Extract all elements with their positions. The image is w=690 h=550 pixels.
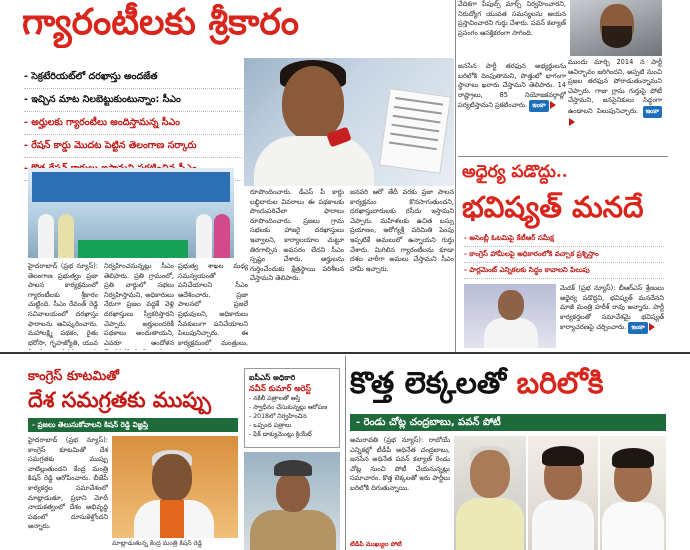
harish-rao-photo [464,284,556,348]
brs-article-text: మెదక్ (ప్రభ న్యూస్): బీఆర్ఎస్ శ్రేణులు అధైర్య పడొద్దని, భవిష్యత్ మనదేనని మాజీ మంత్రి హరీశ్ రావు అన్నారు. పార్టీ కార్యకర్తలతో సమావేశమై భవిష్యత్ కార్యాచరణపై చర్చించారు. ఇంకా [560,284,664,350]
ips-point: - స్వాధీనం చేసుకున్నట్లు ఆరోపణ [249,403,335,412]
pawan-article-text: ముందు మార్చి 2014 న పార్టీ ఆవిర్భావం జరిగిందని, అప్పటి నుంచి ప్రజల తరఫున పోరాడుతున్నామని చెప్పారు. గాజు గ్లాసు గుర్తుపై పోటీ చేస్తామని, జనసైనికులు సిద్ధంగా ఉండాలని పిలుపునిచ్చారు. ఇంకా [568,58,662,154]
ips-point: - ఫేక్ డాక్యుమెంట్లు క్రియేట్ [249,430,335,439]
lead-article-column: నిర్వహించనున్నట్లు సీఎం తెలిపారు. ప్రతి గ్రామంలో, ప్రతి వార్డులో సభలు నిర్వహిస్తామని, అధికారులు నేరుగా ప్రజల వద్దకే వెళ్లి దరఖాస్తులు స్వీకరిస్తారని చెప్పారు. అర్హులందరికీ పథకాలు అందుతాయని, ఎవరూ ఆందోళన [104,262,174,347]
lead-bullet: - ఇచ్చిన మాట నిలబెట్టుకుంటున్నాం: సీఎం [24,89,242,112]
column-divider [455,0,456,352]
alliance-headline [350,362,670,406]
congress-subheadline: - ప్రజలు తెలుసుకోవాలని కిషన్ రెడ్డి విజ్ఞప్తి [28,418,238,432]
alliance-article-text: అమరావతి (ప్రభ న్యూస్): రాబోయే ఎన్నికల్లో టీడీపీ అధినేత చంద్రబాబు, జనసేన అధినేత పవన్ కల్యాణ్ రెండు చోట్ల నుంచి పోటీ చేయనున్నట్లు సమాచారం. కొత్త లెక్కలతో ఇరు పార్టీలు బరిలోకి దిగుతున్నాయి. [350,436,450,492]
lead-article-column: హైదరాబాద్ (ప్రభ న్యూస్): తెలంగాణ ప్రభుత్వం ప్రజా పాలన కార్యక్రమంలో గ్యారంటీలకు శ్రీకారం చుట్టింది. సీఎం రేవంత్ రెడ్డి సచివాలయంలో దరఖాస్తు ఫారాలను ఆవిష్కరించారు. మహాలక్ష్మి పథకం, రైతు భరోసా, గృహజ్యోతి, యువ [28,262,98,347]
alliance-headline-black: కొత్త లెక్కలతో [350,366,507,401]
ips-news-box [244,368,340,448]
brs-bullet: - కాంగ్రెస్ హామీలపై అధికారంలోకి వచ్చాక ప్రశ్నిస్తాం [464,247,664,263]
lokesh-photo [600,436,666,550]
more-link[interactable]: ఇంకా [643,106,662,118]
alliance-strip: టీడీపీ ముఖ్యుల పోటీ [350,541,402,548]
ips-point: - నకిలీ పత్రాలతో ఆస్తి [249,394,335,403]
pawan-kalyan-photo [570,0,662,56]
brs-kicker-headline: అధైర్య పడొద్దు.. [462,162,568,182]
pawan-article-text: వేదికగా పీపుల్స్ మార్చ్ నిర్వహించారని, నిరుద్యోగ యువత సమస్యలను ఆయన ప్రస్తావించారని గుర్తు చేశారు. పవన్ కల్యాణ్ ప్రసంగం ఆసక్తికరంగా సాగింది. [458,0,566,37]
congress-kicker-headline: కాంగ్రెస్ కూటమితో [28,369,119,384]
ips-headline: నవీన్ కుమార్ అరెస్ట్ [249,384,311,393]
ips-point: - ఒప్పంద పత్రాలు [249,421,335,430]
brs-bullet: - అసెంబ్లీ ఓటమిపై కేటీఆర్ సమీక్ష [464,231,664,247]
lead-article-column: ప్రభుత్వ శాఖల మధ్య సమన్వయంతో పనిచేయాలని సీఎం ఆదేశించారు. ప్రజా పాలనలో ప్రజలే ప్రభువులని, అధికారులు సేవకులుగా పనిచేయాలని పిలుపునిచ్చారు. ఈ కార్యక్రమంలో మంత్రులు, [178,262,248,347]
section-divider [458,156,668,157]
lead-bullet: - సెక్రటేరియట్‌లో దరఖాస్తు అందజేత [24,66,242,89]
more-link[interactable]: ఇంకా [529,100,548,112]
lead-bullet-list [24,66,242,181]
column-divider [345,356,346,550]
congress-article-text: హైదరాబాద్ (ప్రభ న్యూస్): కాంగ్రెస్ కూటమితో దేశ సమగ్రతకు ముప్పు వాటిల్లుతుందని కేంద్ర మంత్రి కిషన్ రెడ్డి ఆరోపించారు. బీజేపీ కార్యకర్తల సమావేశంలో మాట్లాడుతూ, ప్రధాని మోదీ నాయకత్వంలో దేశం అభివృద్ధి పథంలో దూసుకెళ్తోందని అన్నారు. [28,436,108,531]
arrow-icon [649,323,655,331]
kishan-reddy-photo [112,436,238,538]
event-photo [28,168,234,258]
alliance-headline-red: బరిలోకి [516,366,604,401]
lead-bullet: - రేషన్ కార్డు మొదట పెట్టిన తెలంగాణ సర్కారు [24,135,242,158]
ips-point: - 2018లో నిర్వహించిన [249,412,335,421]
more-link[interactable]: ఇంకా [628,322,647,334]
pawan-kalyan-photo [528,436,598,550]
chief-minister-photo [244,58,454,186]
pawan-article-text: జనసేన పార్టీ తరఫున అభ్యర్థులను బరిలోకి దింపుతామని, పొత్తులో భాగంగా స్థానాలు ఖరారు చేస్తామని తెలిపారు. 14 రాష్ట్రాలు, 85 నియోజకవర్గాల్లో పర్యటిస్తామని ప్రకటించారు. ఇంకా [458,62,566,154]
ips-officer-photo [244,452,340,550]
lead-article-column: రూపొందించారు. డీఎస్ పీ కార్డు లబ్ధిదారుల వివరాలు ఈ పథకాలకు పొందుపరిచేలా ఫారాలు రూపొందించారు. ప్రజలు గ్రామ సభలకు హాజరై దరఖాస్తులు ఇవ్వాలని, కార్యాలయాల చుట్టూ తిరగాల్సిన అవసరం లేదని సీఎం స్పష్టం చేశారు. అర్హులను గుర్తించేందుకు క్షేత్రస్థాయి పరిశీలన చేస్తామని తెలిపారు. [250,188,344,283]
chandrababu-photo [454,436,526,550]
brs-bullet: - పార్లమెంట్ ఎన్నికలకు సిద్ధం కావాలని పిలుపు [464,263,664,279]
ips-kicker: ఐపీఎస్ అధికారి [249,373,296,382]
alliance-subheadline: - రెండు చోట్ల చంద్రబాబు, పవన్ పోటీ [350,414,666,431]
brs-main-headline: భవిష్యత్ మనదే [462,190,644,224]
page-fold-divider [0,352,690,354]
photo-caption: మాట్లాడుతున్న కేంద్ర మంత్రి కిషన్ రెడ్డి [112,540,203,547]
brs-bullet-list [464,231,664,279]
lead-article-column: జనవరి ఆరో తేదీ వరకు ప్రజా పాలన కార్యక్రమం కొనసాగుతుందని, దరఖాస్తుదారులకు రసీదు ఇస్తామని చెప్పారు. మహిళలకు ఉచిత బస్సు ప్రయాణం, ఆరోగ్యశ్రీ పరిమితి పెంపు ఇప్పటికే అమలులో ఉన్నాయని గుర్తు చేశారు. మిగిలిన గ్యారంటీలను కూడా దశల వారీగా అమలు చేస్తామని సీఎం హామీ ఇచ్చారు. [350,188,454,273]
congress-main-headline: దేశ సమగ్రతకు ముప్పు [28,387,212,412]
arrow-icon [550,101,556,109]
lead-bullet: - అర్హులకు గ్యారంటీలు అందిస్తామన్న సీఎం [24,112,242,135]
arrow-icon [569,118,575,126]
lead-headline: గ్యారంటీలకు శ్రీకారం [22,1,299,43]
